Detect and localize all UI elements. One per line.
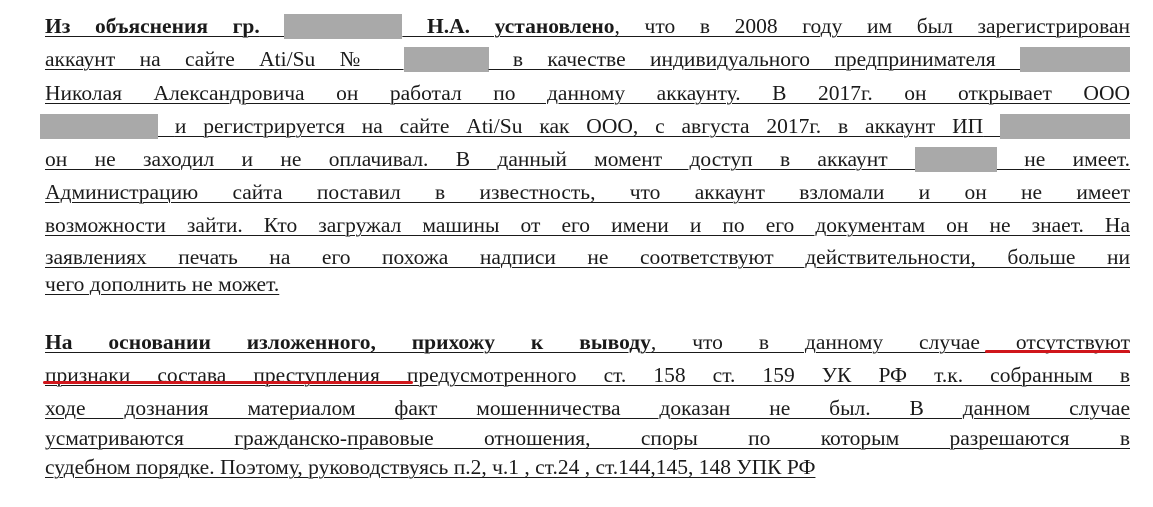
redacted-company-name (40, 114, 158, 139)
line-text: , что в данному случае отсутствуют (650, 330, 1130, 354)
red-underline-crime-elements (43, 381, 413, 384)
paragraph-1-line-2 (45, 44, 1130, 74)
paragraph-2-line-1 (45, 327, 1130, 357)
paragraph-1-line-9: чего дополнить не может. (45, 272, 280, 296)
paragraph-1-line-8: заявлениях печать на его похожа надписи не соответствуют действительности, больше ни (45, 245, 1130, 269)
line-text: и регистрируется на сайте Ati/Su как ООО, с августа 2017г. в аккаунт ИП (174, 114, 984, 138)
redacted-ip-name (1000, 114, 1130, 139)
initials-established: Н.А. установлено (427, 14, 615, 38)
paragraph-1-line-4 (40, 111, 1130, 141)
line-text: , что в 2008 году им был зарегистрирован (614, 14, 1130, 38)
redacted-name (284, 14, 402, 39)
line-text: в качестве индивидуального предпринимателя (512, 47, 996, 71)
red-underline-absent (985, 350, 1130, 353)
redacted-account (915, 147, 997, 172)
paragraph-2-line-4: усматриваются гражданско-правовые отношения, споры по которым разрешаются в (45, 426, 1130, 450)
paragraph-1-line-1 (45, 11, 1130, 41)
line-text: не имеет. (1024, 147, 1131, 171)
paragraph-2-line-3: ходе дознания материалом факт мошенничества доказан не был. В данном случае (45, 396, 1130, 420)
intro-phrase: Из объяснения гр. (45, 14, 260, 38)
paragraph-2-line-2: признаки состава преступления предусмотренного ст. 158 ст. 159 УК РФ т.к. собранным в (45, 363, 1130, 387)
paragraph-1-line-5 (45, 144, 1130, 174)
redacted-entrepreneur-name (1020, 47, 1130, 72)
paragraph-1-line-7: возможности зайти. Кто загружал машины от его имени и по его документам он не знает. На (45, 213, 1130, 237)
paragraph-1-line-3: Николая Александровича он работал по данному аккаунту. В 2017г. он открывает ООО (45, 81, 1130, 105)
line-text: он не заходил и не оплачивал. В данный момент доступ в аккаунт (45, 147, 888, 171)
conclusion-phrase: На основании изложенного, прихожу к выводу (45, 330, 651, 354)
paragraph-1-line-6: Администрацию сайта поставил в известность, что аккаунт взломали и он не имеет (45, 180, 1130, 204)
line-text: аккаунт на сайте Ati/Su № (45, 47, 380, 71)
redacted-account-number (404, 47, 489, 72)
paragraph-2-line-5: судебном порядке. Поэтому, руководствуясь п.2, ч.1 , ст.24 , ст.144,145, 148 УПК РФ (45, 455, 816, 479)
